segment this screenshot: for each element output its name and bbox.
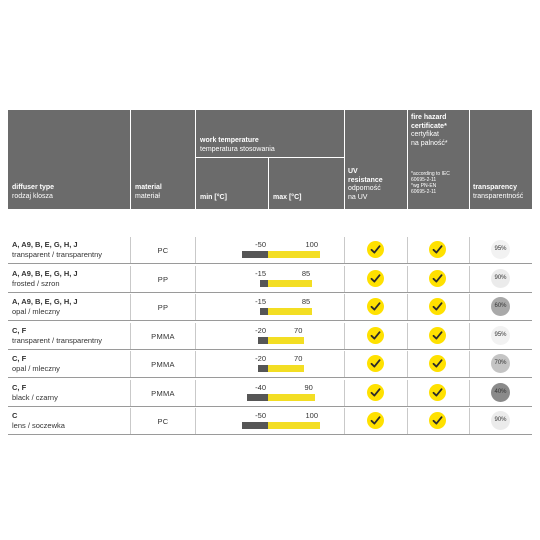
transparency-badge: 95% <box>491 326 510 345</box>
column-divider <box>407 266 408 293</box>
column-divider <box>469 408 470 435</box>
diffuser-description: frosted / szron <box>12 278 60 288</box>
min-temperature-label: -20 <box>255 326 266 335</box>
material-cell: PMMA <box>151 332 175 341</box>
table-row <box>8 294 532 321</box>
row-divider <box>8 434 532 435</box>
diffuser-codes: C, F <box>12 354 27 363</box>
uv-check-icon <box>367 241 384 258</box>
transparency-badge: 90% <box>491 269 510 288</box>
header-uv-resistance: UV resistance odporność na UV <box>348 168 383 201</box>
uv-check-icon <box>367 355 384 372</box>
header-divider <box>130 110 131 209</box>
column-divider <box>344 408 345 435</box>
transparency-badge: 70% <box>491 354 510 373</box>
diffuser-description: opal / mleczny <box>12 363 60 373</box>
table-header <box>8 110 532 209</box>
diffuser-type-cell <box>12 354 60 373</box>
min-temperature-label: -40 <box>255 383 266 392</box>
column-divider <box>469 380 470 407</box>
min-temperature-bar <box>260 280 268 287</box>
transparency-badge: 95% <box>491 240 510 259</box>
max-temperature-bar <box>268 394 315 401</box>
min-temperature-label: -20 <box>255 354 266 363</box>
header-work-temperature: work temperature temperatura stosowania <box>200 137 275 153</box>
min-temperature-bar <box>242 251 268 258</box>
column-divider <box>407 294 408 321</box>
uv-check-icon <box>367 384 384 401</box>
uv-check-icon <box>367 298 384 315</box>
column-divider <box>344 380 345 407</box>
column-divider <box>469 351 470 378</box>
max-temperature-bar <box>268 251 320 258</box>
row-divider <box>8 320 532 321</box>
column-divider <box>344 266 345 293</box>
header-diffuser-type: diffuser type rodzaj klosza <box>12 184 55 200</box>
min-temperature-bar <box>242 422 268 429</box>
material-cell: PP <box>157 275 169 284</box>
max-temperature-label: 90 <box>304 383 313 392</box>
diffuser-type-cell <box>12 326 102 345</box>
max-temperature-bar <box>268 422 320 429</box>
table-row <box>8 351 532 378</box>
diffuser-description: black / czarny <box>12 392 58 402</box>
min-temperature-label: -50 <box>255 411 266 420</box>
min-temperature-label: -50 <box>255 240 266 249</box>
min-temperature-bar <box>260 308 268 315</box>
max-temperature-label: 70 <box>294 326 303 335</box>
header-divider <box>268 157 269 209</box>
column-divider <box>407 323 408 350</box>
row-divider <box>8 263 532 264</box>
diffuser-codes: A, A9, B, E, G, H, J <box>12 269 78 278</box>
material-cell: PC <box>157 417 169 426</box>
diffuser-description: transparent / transparentny <box>12 335 103 345</box>
header-transparency: transparency transparentność <box>473 184 524 200</box>
fire-check-icon <box>429 298 446 315</box>
transparency-badge: 60% <box>491 297 510 316</box>
diffuser-codes: C, F <box>12 383 27 392</box>
material-cell: PC <box>157 246 169 255</box>
column-divider <box>407 351 408 378</box>
row-divider <box>8 349 532 350</box>
column-divider <box>469 266 470 293</box>
max-temperature-bar <box>268 308 312 315</box>
diffuser-type-cell <box>12 240 102 259</box>
diffuser-description: lens / soczewka <box>12 420 65 430</box>
material-cell: PMMA <box>151 389 175 398</box>
row-divider <box>8 406 532 407</box>
header-fire-hazard: fire hazard certificate* certyfikat na palność* <box>411 114 448 147</box>
min-temperature-bar <box>258 365 268 372</box>
header-divider <box>195 110 196 209</box>
fire-check-icon <box>429 412 446 429</box>
header-divider <box>407 110 408 209</box>
header-divider <box>469 110 470 209</box>
table-row <box>8 380 532 407</box>
max-temperature-label: 70 <box>294 354 303 363</box>
row-divider <box>8 377 532 378</box>
material-cell: PP <box>157 303 169 312</box>
diffuser-type-cell <box>12 411 65 430</box>
diffuser-type-cell <box>12 297 78 316</box>
fire-check-icon <box>429 384 446 401</box>
max-temperature-bar <box>268 365 304 372</box>
column-divider <box>469 237 470 264</box>
max-temperature-label: 100 <box>305 240 318 249</box>
min-temperature-bar <box>258 337 268 344</box>
column-divider <box>344 237 345 264</box>
header-min: min [°C] <box>200 194 227 201</box>
row-divider <box>8 292 532 293</box>
uv-check-icon <box>367 270 384 287</box>
max-temperature-label: 85 <box>301 269 311 278</box>
column-divider <box>407 408 408 435</box>
max-temperature-bar <box>268 337 304 344</box>
header-max: max [°C] <box>273 194 302 201</box>
max-temperature-label: 85 <box>301 297 311 306</box>
diffuser-codes: A, A9, B, E, G, H, J <box>12 240 78 249</box>
max-temperature-label: 100 <box>305 411 318 420</box>
column-divider <box>407 237 408 264</box>
header-fire-note: *according to IEC 60695-2-11 *wg PN-EN 60695-2-11 <box>411 171 450 195</box>
header-divider <box>344 110 345 209</box>
table-row <box>8 323 532 350</box>
uv-check-icon <box>367 412 384 429</box>
max-temperature-bar <box>268 280 312 287</box>
fire-check-icon <box>429 327 446 344</box>
min-temperature-bar <box>247 394 268 401</box>
header-divider <box>195 157 344 158</box>
column-divider <box>407 380 408 407</box>
diffuser-description: transparent / transparentny <box>12 249 103 259</box>
material-cell: PMMA <box>151 360 175 369</box>
fire-check-icon <box>429 241 446 258</box>
diffuser-description: opal / mleczny <box>12 306 60 316</box>
fire-check-icon <box>429 355 446 372</box>
diffuser-codes: C, F <box>12 326 27 335</box>
diffuser-type-cell <box>12 383 58 402</box>
column-divider <box>469 294 470 321</box>
diffuser-codes: A, A9, B, E, G, H, J <box>12 297 78 306</box>
transparency-badge: 90% <box>491 411 510 430</box>
column-divider <box>344 294 345 321</box>
table-row <box>8 408 532 435</box>
column-divider <box>344 323 345 350</box>
transparency-badge: 40% <box>491 383 510 402</box>
min-temperature-label: -15 <box>255 297 266 306</box>
table-row <box>8 266 532 293</box>
diffuser-type-cell <box>12 269 78 288</box>
min-temperature-label: -15 <box>255 269 266 278</box>
uv-check-icon <box>367 327 384 344</box>
table-row <box>8 237 532 264</box>
diffuser-codes: C <box>12 411 18 420</box>
column-divider <box>344 351 345 378</box>
fire-check-icon <box>429 270 446 287</box>
column-divider <box>469 323 470 350</box>
header-material: material materiał <box>135 184 162 200</box>
